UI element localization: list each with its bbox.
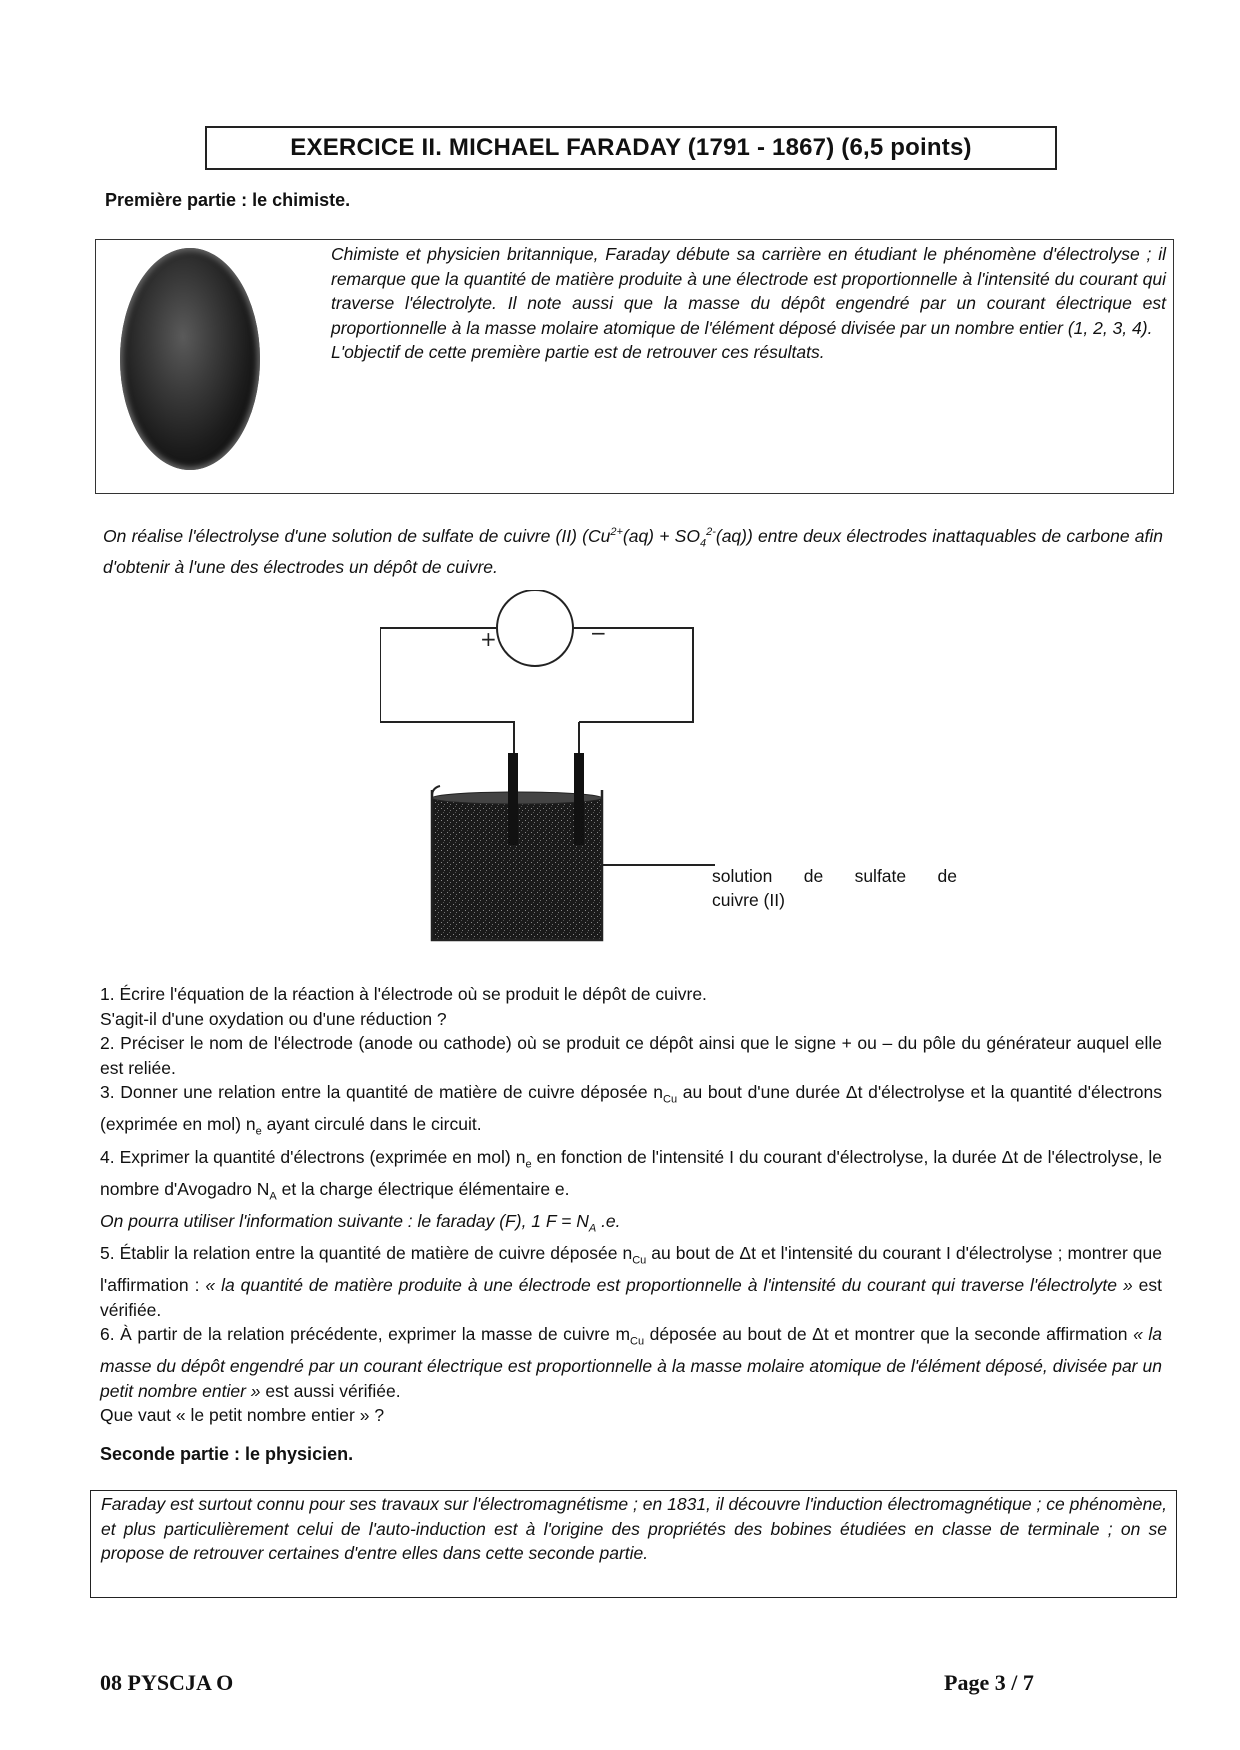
- question-5: 5. Établir la relation entre la quantité de matière de cuivre déposée $n_{Cu}$ au bout de Δt et l'intensité du courant I d'électrolyse ; montrer que l'affirmation : « la quantité de matière produite à une électrode est proportionnelle à l'intensité du courant qui traverse l'électrolyte » est vérifiée.: [100, 1242, 1162, 1320]
- question-1b: S'agit-il d'une oxydation ou d'une réduction ?: [100, 1008, 447, 1029]
- page-number: Page 3 / 7: [944, 1670, 1034, 1695]
- intro-objective: L'objectif de cette première partie est de retrouver ces résultats.: [331, 342, 825, 362]
- solution-label: solution de sulfate de cuivre (II): [712, 866, 957, 910]
- minus-sign: −: [590, 621, 607, 645]
- setup-text: On réalise l'électrolyse d'une solution de sulfate de cuivre (II) $(Cu^{2+}(aq) + SO_4^{2-}(aq))$ entre deux électrodes inattaquables de carbone afin d'obtenir à l'une des électrodes un dépôt de cuivre.: [103, 525, 1163, 578]
- question-2: 2. Préciser le nom de l'électrode (anode ou cathode) où se produit ce dépôt ainsi que le signe + ou – du pôle du générateur auquel elle est reliée.: [100, 1033, 1162, 1078]
- footer-code: 08 PYSCJA O: [100, 1670, 234, 1695]
- generator-symbol: [497, 590, 573, 666]
- intro-paragraph: Chimiste et physicien britannique, Faraday débute sa carrière en étudiant le phénomène d'électrolyse ; il remarque que la quantité de matière produite à une électrode est proportionnelle à l'intensité du courant qui traverse l'électrolyte. Il note aussi que la masse du dépôt engendré par un courant électrique est proportionnelle à la masse molaire atomique de l'élément déposé divisée par un nombre entier (1, 2, 3, 4).: [331, 244, 1166, 338]
- intro-text: [331, 242, 1166, 365]
- question-3: 3. Donner une relation entre la quantité de matière de cuivre déposée $n_{Cu}$ au bout d'une durée Δt d'électrolyse et la quantité d'électrons (exprimée en mol) $n_e$ ayant circulé dans le circuit.: [100, 1082, 1162, 1138]
- question-4-info: On pourra utiliser l'information suivante : le faraday (F), 1 $F = N_A$ .e.: [100, 1210, 621, 1235]
- plus-sign: +: [480, 627, 497, 651]
- electrode-left: [508, 753, 518, 845]
- questions: [100, 982, 1162, 1428]
- question-4: 4. Exprimer la quantité d'électrons (exprimée en mol) $n_e$ en fonction de l'intensité I du courant d'électrolyse, la durée Δt de l'électrolyse, le nombre d'Avogadro $N_A$ et la charge électrique élémentaire e.: [100, 1146, 1162, 1203]
- electrode-right: [574, 753, 584, 845]
- exercise-title: EXERCICE II. MICHAEL FARADAY (1791 - 1867) (6,5 points): [205, 126, 1057, 170]
- question-1a: 1. Écrire l'équation de la réaction à l'électrode où se produit le dépôt de cuivre.: [100, 984, 707, 1004]
- faraday-portrait: [120, 248, 260, 470]
- question-6: 6. À partir de la relation précédente, exprimer la masse de cuivre $m_{Cu}$ déposée au bout de Δt et montrer que la seconde affirmation « la masse du dépôt engendré par un courant électrique est proportionnelle à la masse molaire atomique de l'élément déposé, divisée par un petit nombre entier » est aussi vérifiée.: [100, 1324, 1163, 1401]
- part1-heading: Première partie : le chimiste.: [105, 190, 351, 210]
- electrolysis-diagram: [380, 590, 720, 950]
- question-6-last: Que vaut « le petit nombre entier » ?: [100, 1405, 385, 1426]
- physicist-text: Faraday est surtout connu pour ses travaux sur l'électromagnétisme ; en 1831, il découvre l'induction électromagnétique ; ce phénomène, et plus particulièrement celui de l'auto-induction est à l'origine des propriétés des bobines étudiées en classe de terminale ; on se propose de retrouver certaines d'entre elles dans cette seconde partie.: [101, 1494, 1167, 1563]
- part2-heading: Seconde partie : le physicien.: [100, 1444, 354, 1464]
